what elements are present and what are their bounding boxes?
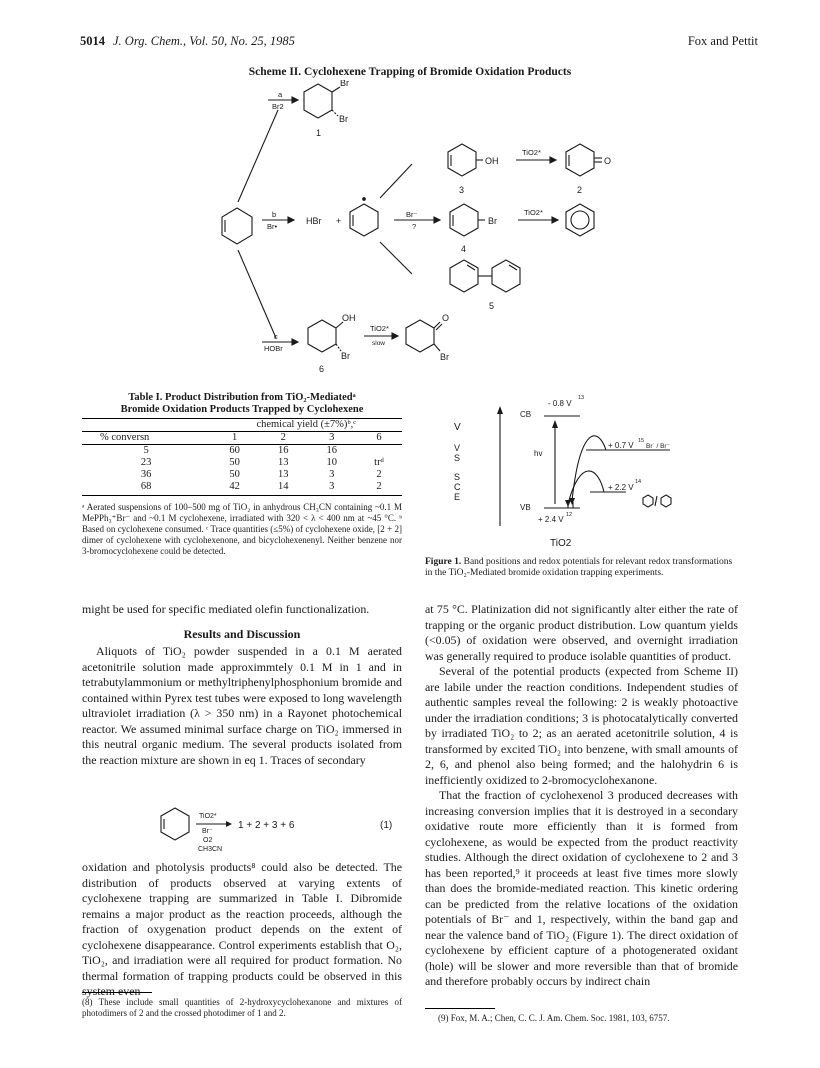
table-cell: 3 — [307, 481, 356, 496]
table-cell: 3 — [329, 469, 335, 480]
table-row — [82, 481, 402, 496]
table-cell: 2 — [356, 481, 402, 496]
footnote-8: (8) These include small quantities of 2-hydroxycyclohexanone and mixtures of photodimers of 2 and the crossed photodimer of 1 and 2. — [82, 997, 402, 1018]
br-couple: Br˙ / Br⁻ — [646, 443, 671, 450]
table-cell: 10 — [326, 457, 337, 468]
table-cell: 60 — [229, 445, 240, 456]
table-cell: 36 — [140, 469, 152, 480]
table-cell — [356, 445, 402, 458]
table-cell: 5 — [143, 445, 149, 456]
axis-label-sce-e: E — [454, 492, 461, 502]
band-diagram-figure — [440, 386, 740, 551]
axis-label-sce-c: C — [454, 482, 461, 492]
axis-label-vs-v: V — [454, 443, 461, 453]
cyclohexene-ref: 14 — [635, 479, 642, 485]
hv-label: hv — [534, 449, 543, 458]
bicyclohexenyl-ring-right — [492, 260, 520, 292]
cyclohexenyl-radical-ring — [350, 204, 378, 236]
eq-number: (1) — [380, 820, 393, 831]
scheme-ii-diagram — [180, 80, 630, 380]
cb-ref: 13 — [578, 395, 585, 401]
journal-citation: J. Org. Chem., Vol. 50, No. 25, 1985 — [113, 34, 295, 48]
left-column-bottom — [82, 860, 402, 1000]
compound-3-label: 3 — [459, 185, 465, 195]
cyclohexenol-ring — [448, 144, 476, 176]
br-label-1b: Br — [339, 114, 348, 124]
cyclohexenone-ring — [566, 144, 594, 176]
table-col-header: 3 — [307, 432, 356, 445]
reagent-br2: Br2 — [272, 102, 284, 111]
compound-2-label: 2 — [577, 185, 583, 195]
table-cell: trᵈ — [374, 457, 384, 468]
table-cell: 13 — [277, 469, 289, 480]
o-label-6k: O — [442, 313, 450, 323]
table-cell: 23 — [140, 457, 152, 468]
table-col-header: 1 — [210, 432, 259, 445]
table-col-header: 6 — [356, 432, 402, 445]
benzene-ring — [566, 204, 594, 236]
table-col-header: 2 — [259, 432, 308, 445]
br-potential: + 0.7 V — [608, 441, 634, 450]
br-label-4: Br — [488, 216, 497, 226]
running-header — [80, 34, 295, 49]
bromocyclohexene-ring — [450, 204, 478, 236]
reagent-label-a: a — [278, 90, 283, 99]
oh-label-3: OH — [485, 156, 499, 166]
table-cell: 68 — [82, 481, 210, 496]
axis-label-vs-s: S — [454, 453, 461, 463]
bromohydrin-ring — [308, 320, 336, 352]
table-cell: 14 — [259, 481, 308, 496]
oh-label-6: OH — [342, 313, 356, 323]
dibromocyclohexane-ring — [304, 84, 332, 118]
slow-label: slow — [372, 340, 386, 347]
reagent-label-b: b — [272, 210, 277, 219]
right-paragraph-2: Several of the potential products (expected from Scheme II) are labile under the reaction conditions. Independent studies of authentic samples reveal the following: 2 is weakly photoactive under the irradiation conditions; 3 is photocatalytically converted by irradiated TiO₂ to 2; as an aerated acetonitrile solution, 4 is transformed by excited TiO₂ into benzene, with small amounts of 2, 6, and phenol also being formed; and the halohydrin 6 is inefficiently oxidized to 2-bromocyclohexanone. — [425, 664, 738, 787]
compound-1-label: 1 — [316, 128, 322, 138]
br-ref: 15 — [638, 438, 645, 444]
right-column — [425, 602, 738, 990]
hbr-label: HBr — [306, 216, 322, 226]
tio2-label: TiO2 — [550, 538, 572, 549]
bromocyclohexanone-ring — [406, 320, 434, 352]
tio2-star-6: TiO2* — [370, 324, 389, 333]
right-paragraph-1: at 75 °C. Platinization did not significantly alter either the rate of trapping or the organic product distribution. Low quantum yields (<0.05) of oxidation were observed, and overnight irradiation was generally required to produce isolable quantities of product. — [425, 602, 738, 663]
footnote-rule-right — [425, 1008, 495, 1009]
right-paragraph-3: That the fraction of cyclohexenol 3 produced decreases with increasing conversion implies that it is destroyed in a secondary oxidative route more efficiently than it is formed from cyclohexene, as would be expected from the product reactivity studies. Although the direct oxidation of cyclohexene to 2 and 3 has been reported,⁹ it proceeds at least five times more slowly than does the bromide-mediated reaction. This kinetic ordering can be predicted from the relative locations of the oxidation potentials of Br⁻ and 1, respectively, within the band gap and near the valence band of TiO₂ (Figure 1). The direct oxidation of cyclohexene by efficient capture of a photogenerated oxidant (hole) will be slower and more reversible than that of bromide and therefore probably occurs by indirect chain — [425, 788, 738, 988]
compound-4-label: 4 — [461, 244, 467, 254]
tio2-star-3: TiO2* — [522, 148, 541, 157]
eq-products: 1 + 2 + 3 + 6 — [238, 820, 295, 831]
compound-6-label: 6 — [319, 364, 325, 374]
vb-ref: 12 — [566, 512, 573, 518]
br-label-6k: Br — [440, 352, 449, 362]
table-cell: 2 — [376, 469, 382, 480]
table-caption-line2: Bromide Oxidation Products Trapped by Cyclohexene — [120, 404, 364, 415]
figure-caption-text: Band positions and redox potentials for relevant redox transformations in the TiO₂-Mediated bromide oxidation trapping experiments. — [425, 557, 733, 578]
table-group-header: chemical yield (±7%)ᵇ,ᶜ — [210, 419, 402, 432]
figure-caption-label: Figure 1. — [425, 557, 462, 567]
axis-label-v: V — [454, 422, 461, 433]
cyclohexene-eq-ring — [161, 808, 189, 840]
scheme-title: Scheme II. Cyclohexene Trapping of Bromide Oxidation Products — [248, 66, 572, 78]
author-names: Fox and Pettit — [687, 34, 758, 48]
results-paragraph-1: Aliquots of TiO₂ powder suspended in a 0.1 M aerated acetonitrile solution made approximmtely 0.1 M in 1 and in tetrabutylammonium or methyltriphenylphosphonium bromide and contained within Pyrex test tubes were exposed to long wavelength ultraviolet irradiation (λ > 350 nm) in a Rayonet photochemical reactor. We assumed minimal surface charge on TiO₂ immersed in this neutral organic medium. The several products isolated from the reaction mixture are shown in eq 1. Traces of secondary — [82, 644, 402, 767]
br-label-6: Br — [341, 351, 350, 361]
footnote-9: (9) Fox, M. A.; Chen, C. C. J. Am. Chem. Soc. 1981, 103, 6757. — [438, 1013, 670, 1023]
reagent-label-c: c — [274, 332, 278, 341]
table-row — [82, 457, 402, 469]
table-cell: 16 — [277, 445, 289, 456]
table-cell: 42 — [210, 481, 259, 496]
cb-label: CB — [520, 410, 532, 419]
eq-reagent-bromide: Br⁻ — [202, 828, 213, 835]
intro-paragraph: might be used for specific mediated olefin functionalization. — [82, 602, 370, 616]
page-number: 5014 — [80, 34, 105, 48]
left-column-top — [82, 602, 402, 768]
table-caption-line1: Table I. Product Distribution from TiO₂-Mediatedᵃ — [128, 392, 356, 403]
o-label-2: O — [604, 156, 612, 166]
table-cell: 16 — [326, 445, 337, 456]
section-heading: Results and Discussion — [183, 626, 301, 641]
eq-reagent-tio2: TiO2* — [199, 813, 217, 820]
vb-label: VB — [520, 503, 531, 512]
reagent-hobr: HOBr — [264, 344, 283, 353]
tio2-star-4: TiO2* — [524, 208, 543, 217]
table-row — [82, 469, 402, 481]
footnote-rule-left — [82, 992, 152, 993]
axis-label-sce-s: S — [454, 472, 461, 482]
table-caption — [82, 392, 402, 416]
table-col-conversion: % conversn — [82, 432, 210, 445]
eq-reagent-o2: O2 — [203, 837, 213, 844]
table-cell: 13 — [277, 457, 289, 468]
table-cell: 50 — [229, 469, 240, 480]
question-mark: ? — [412, 222, 417, 231]
reagent-br-radical: Br• — [267, 222, 278, 231]
bicyclohexenyl-ring-left — [450, 260, 478, 292]
table-footnote: ᵃ Aerated suspensions of 100–500 mg of TiO₂ in anhydrous CH₃CN containing ~0.1 M MePPh₃⁺Br⁻ and ~0.1 M cyclohexene, irradiated with 320 < λ < 400 nm at ~45 °C. ᵇ Based on cyclohexene consumed. ᶜ Trace quantities (≤5%) of cyclohexene oxide, [2 + 2] dimer of cyclohexene with cyclohexenone, and bicyclohexenenyl. Neither benzene nor 3-bromocyclohexene could be detected. — [82, 502, 402, 556]
table-cell: 50 — [229, 457, 240, 468]
figure-caption — [425, 557, 738, 579]
cyclohexene-ring — [222, 208, 252, 244]
equation-1 — [82, 802, 402, 858]
bromide-reagent: Br⁻ — [406, 210, 418, 219]
compound-5-label: 5 — [489, 301, 495, 311]
cyclohexene-potential: + 2.2 V — [608, 483, 634, 492]
cb-potential: - 0.8 V — [548, 399, 572, 408]
table-row — [82, 445, 402, 458]
vb-potential: + 2.4 V — [538, 515, 564, 524]
eq-reagent-solvent: CH3CN — [198, 846, 223, 853]
plus-sign: + — [336, 216, 342, 226]
br-label-1a: Br — [340, 80, 349, 88]
results-paragraph-2: oxidation and photolysis products⁸ could also be detected. The distribution of products observed at varying extents of cyclohexene trapping are summarized in Table I. Dibromide remains a major product as the reaction proceeds, although the fraction of oxygenation product depends on the extent of cyclohexene disappearance. Control experiments establish that O₂, TiO₂, and irradiation were all required for product formation. No thermal formation of trapping products could be observed in this system even — [82, 860, 402, 998]
product-distribution-table — [82, 418, 402, 496]
